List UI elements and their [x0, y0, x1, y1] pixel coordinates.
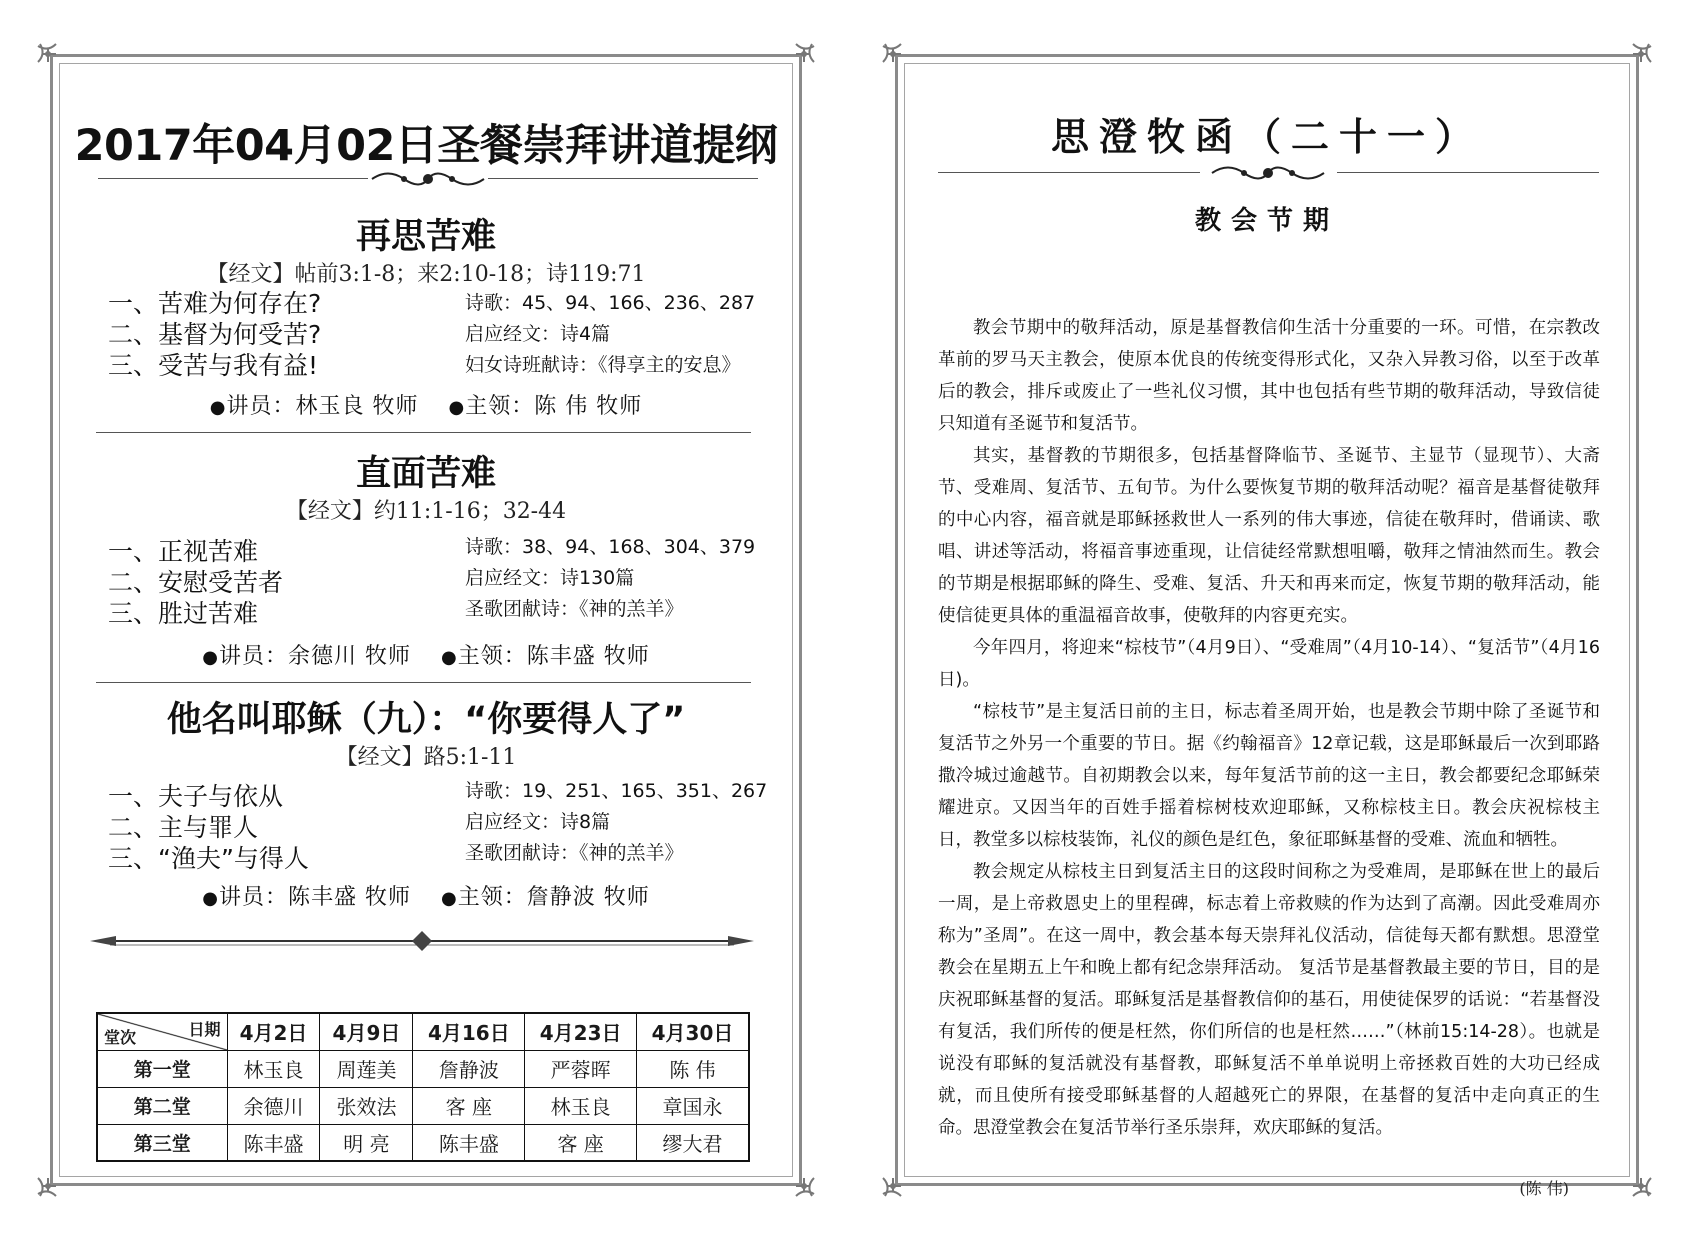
divider — [96, 432, 751, 433]
corner-ornament-icon — [1591, 40, 1655, 104]
article-paragraph: 教会规定从棕枝主日到复活主日的这段时间称之为受难周，是耶稣在世上的最后一周，是上帝救恩史上的里程碑，标志着上帝救赎的作为达到了高潮。因此受难周亦称为”圣周”。在这一周中，教会基本每天崇拜礼仪活动，信徒每天都有默想。思澄堂教会在星期五上午和晚上都有纪念崇拜活动。 复活节是基督教最主要的节日，目的是庆祝耶稣基督的复活。耶稣复活是基督教信仰的基石，用使徒保罗的话说：“若基督没有复活，我们所传的便是枉然，你们所信的也是枉然……”（林前15:14-28）。也就是说没有耶稣的复活就没有基督教，耶稣复活不单单说明上帝拯救百姓的大功已经成就，而且使所有接受耶稣基督的人超越死亡的界限，在基督的复活中走向真正的生命。思澄堂教会在复活节举行圣乐崇拜，欢庆耶稣的复活。 — [938, 862, 1600, 1138]
table-cell: 陈丰盛 — [413, 1124, 525, 1161]
preacher-roster-table — [96, 1012, 750, 1162]
outline-point: 一、正视苦难 — [108, 537, 259, 566]
diamond-divider-icon — [90, 930, 754, 952]
bullet-icon: ● — [209, 397, 227, 418]
section-title: 直面苦难 — [355, 454, 496, 494]
hymn-line: 妇女诗班献诗：《得享主的安息》 — [465, 354, 741, 376]
date-header: 4月16日 — [413, 1013, 525, 1050]
scripture-reference: 【经文】路5:1-11 — [335, 745, 517, 770]
outline-point: 三、受苦与我有益! — [108, 351, 319, 380]
corner-ornament-icon — [34, 1136, 98, 1200]
service-label: 第一堂 — [97, 1050, 227, 1087]
pastoral-letter-page — [895, 54, 1639, 1198]
service-label: 第二堂 — [97, 1087, 227, 1124]
corner-ornament-icon — [34, 40, 98, 104]
hymn-line: 诗歌：38、94、168、304、379 — [465, 536, 756, 558]
speaker: 讲员：林玉良 牧师 — [226, 394, 419, 419]
leader: 主领：陈丰盛 牧师 — [457, 644, 650, 669]
section-title: 再思苦难 — [355, 217, 496, 257]
table-cell: 林玉良 — [525, 1087, 637, 1124]
date-header: 4月2日 — [227, 1013, 320, 1050]
corner-ornament-icon — [1591, 1136, 1655, 1200]
bullet-icon: ● — [202, 888, 219, 909]
table-cell: 林玉良 — [227, 1050, 320, 1087]
bullet-icon: ● — [441, 888, 458, 909]
divider — [96, 682, 751, 683]
sermon-outline-page — [50, 54, 802, 1186]
speaker-line — [50, 389, 802, 420]
outline-point: 一、苦难为何存在? — [108, 289, 322, 318]
table-cell: 严蓉晖 — [525, 1050, 637, 1087]
bullet-icon: ● — [441, 647, 458, 668]
hymn-list — [465, 532, 755, 625]
outline-point: 三、胜过苦难 — [108, 599, 259, 628]
leader: 主领：詹静波 牧师 — [457, 885, 650, 910]
table-row — [97, 1087, 749, 1124]
table-cell: 明 亮 — [320, 1124, 413, 1161]
divider — [488, 178, 758, 179]
date-header: 4月30日 — [637, 1013, 750, 1050]
table-cell: 周莲美 — [320, 1050, 413, 1087]
corner-ornament-icon — [879, 1136, 943, 1200]
table-row — [97, 1050, 749, 1087]
speaker: 讲员：陈丰盛 牧师 — [219, 885, 411, 910]
page-title: 2017年04月02日圣餐崇拜讲道提纲 — [74, 121, 778, 171]
hymn-line: 圣歌团献诗：《神的羔羊》 — [465, 842, 684, 864]
section-title: 他名叫耶稣（九）：“你要得人了” — [166, 700, 686, 740]
hymn-line: 诗歌：45、94、166、236、287 — [465, 292, 756, 314]
outline-point: 一、夫子与依从 — [108, 782, 284, 811]
outline-point: 三、“渔夫”与得人 — [108, 844, 309, 873]
date-header: 4月23日 — [525, 1013, 637, 1050]
scripture-reference: 【经文】约11:1-16；32-44 — [285, 499, 567, 524]
divider — [938, 172, 1200, 173]
table-header-row — [97, 1013, 749, 1050]
hymn-line: 圣歌团献诗：《神的羔羊》 — [465, 598, 684, 620]
corner-ornament-icon — [754, 1136, 818, 1200]
service-label: 第三堂 — [97, 1124, 227, 1161]
outline-point: 二、主与罪人 — [108, 813, 259, 842]
scroll-ornament-icon — [368, 166, 488, 192]
table-cell: 陈丰盛 — [227, 1124, 320, 1161]
bullet-icon: ● — [448, 397, 466, 418]
article-subtitle: 教会节期 — [1194, 206, 1339, 236]
hymn-line: 诗歌：19、251、165、351、267 — [465, 780, 768, 802]
bullet-icon: ● — [202, 647, 219, 668]
sermon-outline — [108, 536, 283, 629]
hymn-line: 启应经文：诗8篇 — [465, 811, 611, 833]
corner-ornament-icon — [879, 40, 943, 104]
hymn-list — [465, 288, 755, 381]
table-cell: 客 座 — [525, 1124, 637, 1161]
page-title: 思澄牧函（二十一） — [1050, 114, 1483, 159]
speaker: 讲员：余德川 牧师 — [219, 644, 411, 669]
article-body — [938, 312, 1600, 1144]
table-cell: 陈 伟 — [637, 1050, 750, 1087]
table-cell: 章国永 — [637, 1087, 750, 1124]
table-cell: 余德川 — [227, 1087, 320, 1124]
article-author: (陈 伟) — [1519, 1179, 1569, 1198]
speaker-line — [50, 639, 802, 670]
sermon-outline — [108, 781, 309, 874]
scroll-ornament-icon — [1208, 160, 1328, 186]
hymn-list — [465, 776, 767, 869]
table-cell: 詹静波 — [413, 1050, 525, 1087]
date-header: 4月9日 — [320, 1013, 413, 1050]
divider — [98, 178, 368, 179]
article-paragraph: “棕枝节”是主复活日前的主日，标志着圣周开始，也是教会节期中除了圣诞节和复活节之外另一个重要的节日。据《约翰福音》12章记载，这是耶稣最后一次到耶路撒冷城过逾越节。自初期教会以来，每年复活节前的这一主日，教会都要纪念耶稣荣耀进京。又因当年的百姓手摇着棕树枝欢迎耶稣，又称棕枝主日。教会庆祝棕枝主日，教堂多以棕枝装饰，礼仪的颜色是红色，象征耶稣基督的受难、流血和牺牲。 — [938, 702, 1600, 850]
table-row — [97, 1124, 749, 1161]
table-cell: 缪大君 — [637, 1124, 750, 1161]
divider — [1337, 172, 1599, 173]
outline-point: 二、基督为何受苦? — [108, 320, 322, 349]
speaker-line — [50, 880, 802, 911]
sermon-outline — [108, 288, 321, 381]
hymn-line: 启应经文：诗4篇 — [465, 323, 611, 345]
corner-ornament-icon — [754, 40, 818, 104]
table-cell: 客 座 — [413, 1087, 525, 1124]
table-cell: 张效法 — [320, 1087, 413, 1124]
article-paragraph: 其实，基督教的节期很多，包括基督降临节、圣诞节、主显节（显现节）、大斋节、受难周、复活节、五旬节。为什么要恢复节期的敬拜活动呢？福音是基督徒敬拜的中心内容，福音就是耶稣拯救世人一系列的伟大事迹，信徒在敬拜时，借诵读、歌唱、讲述等活动，将福音事迹重现，让信徒经常默想咀嚼，敬拜之情油然而生。教会的节期是根据耶稣的降生、受难、复活、升天和再来而定，恢复节期的敬拜活动，能使信徒更具体的重温福音故事，使敬拜的内容更充实。 — [938, 446, 1600, 626]
leader: 主领：陈 伟 牧师 — [465, 394, 643, 419]
scripture-reference: 【经文】帖前3:1-8；来2:10-18；诗119:71 — [206, 262, 646, 287]
article-paragraph: 今年四月，将迎来“棕枝节”（4月9日）、“受难周”（4月10-14）、“复活节”（4月16日)。 — [938, 638, 1600, 690]
outline-point: 二、安慰受苦者 — [108, 568, 284, 597]
article-paragraph: 教会节期中的敬拜活动，原是基督教信仰生活十分重要的一环。可惜，在宗教改革前的罗马天主教会，使原本优良的传统变得形式化，又杂入异教习俗，以至于改革后的教会，排斥或废止了一些礼仪习惯，其中也包括有些节期的敬拜活动，导致信徒只知道有圣诞节和复活节。 — [938, 318, 1600, 434]
table-corner-cell: 日期 堂次 — [97, 1013, 227, 1050]
hymn-line: 启应经文：诗130篇 — [465, 567, 635, 589]
